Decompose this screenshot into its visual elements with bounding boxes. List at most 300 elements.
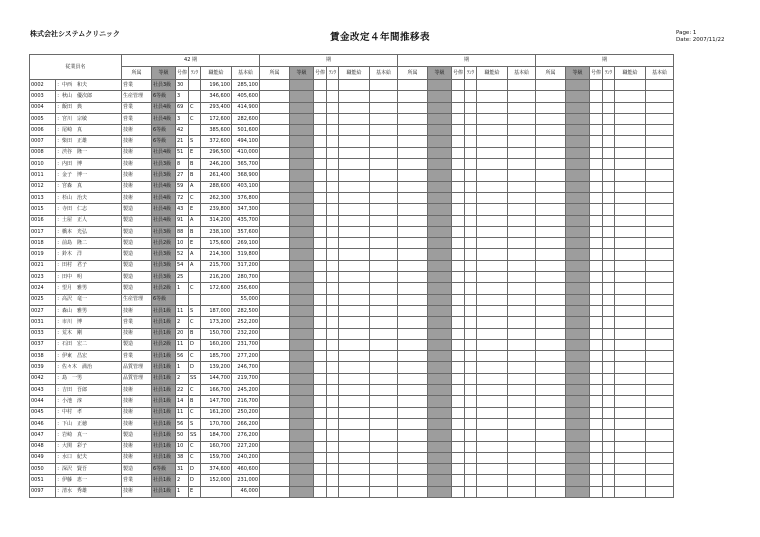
employee-name: ：秋山 優次郎	[56, 91, 122, 102]
empty-cell	[590, 418, 603, 429]
grade-cell: 社員4級	[152, 181, 176, 192]
empty-cell	[477, 351, 508, 362]
empty-cell	[477, 181, 508, 192]
empty-cell	[536, 305, 566, 316]
empty-cell	[260, 486, 290, 497]
empty-cell	[536, 181, 566, 192]
empty-cell	[465, 249, 477, 260]
rank-cell: D	[189, 475, 201, 486]
empty-cell	[452, 283, 465, 294]
empty-cell	[615, 204, 646, 215]
step-cell: 31	[176, 464, 189, 475]
empty-cell	[370, 339, 398, 350]
empty-cell	[508, 351, 536, 362]
empty-cell	[327, 260, 339, 271]
empty-cell	[508, 238, 536, 249]
grade-cell: 社員1級	[152, 418, 176, 429]
empty-cell	[339, 260, 370, 271]
empty-cell	[536, 430, 566, 441]
empty-cell	[428, 192, 452, 203]
skill-pay-cell: 147,700	[201, 396, 232, 407]
table-row	[30, 91, 674, 102]
empty-cell	[260, 102, 290, 113]
empty-cell	[477, 192, 508, 203]
empty-cell	[465, 418, 477, 429]
dept-cell: 営業	[122, 80, 152, 91]
empty-cell	[477, 283, 508, 294]
employee-name: ：岩崎 真一	[56, 430, 122, 441]
employee-code: 0008	[30, 147, 56, 158]
empty-cell	[508, 464, 536, 475]
empty-cell	[508, 102, 536, 113]
table-row	[30, 136, 674, 147]
step-cell: 11	[176, 407, 189, 418]
empty-cell	[290, 215, 314, 226]
table-row	[30, 373, 674, 384]
empty-cell	[615, 170, 646, 181]
empty-cell	[536, 418, 566, 429]
base-pay-cell: 282,600	[232, 113, 260, 124]
empty-cell	[339, 305, 370, 316]
empty-cell	[339, 226, 370, 237]
step-cell: 52	[176, 249, 189, 260]
rank-cell: C	[189, 351, 201, 362]
empty-cell	[327, 452, 339, 463]
empty-cell	[477, 441, 508, 452]
empty-cell	[465, 159, 477, 170]
empty-cell	[290, 170, 314, 181]
empty-cell	[370, 373, 398, 384]
table-row	[30, 260, 674, 271]
step-cell: 2	[176, 317, 189, 328]
empty-cell	[428, 362, 452, 373]
empty-cell	[646, 192, 674, 203]
skill-pay-cell: 172,600	[201, 283, 232, 294]
empty-cell	[646, 305, 674, 316]
empty-cell	[327, 339, 339, 350]
empty-cell	[508, 441, 536, 452]
column-header: 職能給	[201, 67, 232, 80]
empty-cell	[477, 170, 508, 181]
empty-cell	[398, 147, 428, 158]
empty-cell	[260, 362, 290, 373]
empty-cell	[339, 396, 370, 407]
table-row	[30, 102, 674, 113]
empty-cell	[327, 475, 339, 486]
empty-cell	[428, 249, 452, 260]
empty-cell	[536, 238, 566, 249]
empty-cell	[327, 249, 339, 260]
rank-cell: C	[189, 385, 201, 396]
empty-cell	[566, 226, 590, 237]
empty-cell	[603, 272, 615, 283]
grade-cell: 社員1級	[152, 430, 176, 441]
empty-cell	[290, 396, 314, 407]
table-row	[30, 272, 674, 283]
empty-cell	[477, 102, 508, 113]
rank-cell	[189, 294, 201, 305]
table-row	[30, 452, 674, 463]
empty-cell	[477, 159, 508, 170]
skill-pay-cell: 214,300	[201, 249, 232, 260]
base-pay-cell: 494,100	[232, 136, 260, 147]
empty-cell	[508, 396, 536, 407]
empty-cell	[590, 226, 603, 237]
empty-cell	[314, 147, 327, 158]
empty-cell	[398, 362, 428, 373]
empty-cell	[428, 328, 452, 339]
empty-cell	[536, 113, 566, 124]
empty-cell	[590, 260, 603, 271]
employee-name: ：前島 隆二	[56, 238, 122, 249]
empty-cell	[290, 373, 314, 384]
empty-cell	[590, 113, 603, 124]
empty-cell	[566, 283, 590, 294]
empty-cell	[646, 418, 674, 429]
empty-cell	[398, 407, 428, 418]
empty-cell	[370, 464, 398, 475]
employee-name: ：中村 孝	[56, 407, 122, 418]
grade-cell: 社員1級	[152, 396, 176, 407]
rank-cell: S	[189, 305, 201, 316]
empty-cell	[566, 452, 590, 463]
base-pay-cell: 276,200	[232, 430, 260, 441]
empty-cell	[465, 407, 477, 418]
empty-cell	[327, 441, 339, 452]
empty-cell	[428, 147, 452, 158]
empty-cell	[260, 452, 290, 463]
empty-cell	[646, 385, 674, 396]
empty-cell	[590, 102, 603, 113]
empty-cell	[327, 328, 339, 339]
empty-cell	[536, 125, 566, 136]
empty-cell	[452, 441, 465, 452]
empty-cell	[314, 283, 327, 294]
empty-cell	[615, 260, 646, 271]
column-header: ﾗﾝｸ	[327, 67, 339, 80]
empty-cell	[260, 430, 290, 441]
empty-cell	[327, 464, 339, 475]
empty-cell	[398, 272, 428, 283]
skill-pay-cell: 166,700	[201, 385, 232, 396]
empty-cell	[536, 204, 566, 215]
empty-cell	[260, 305, 290, 316]
empty-cell	[370, 102, 398, 113]
empty-cell	[452, 475, 465, 486]
skill-pay-cell: 262,300	[201, 192, 232, 203]
empty-cell	[339, 294, 370, 305]
base-pay-cell: 405,600	[232, 91, 260, 102]
empty-cell	[290, 407, 314, 418]
empty-cell	[603, 91, 615, 102]
step-cell: 42	[176, 125, 189, 136]
empty-cell	[590, 317, 603, 328]
empty-cell	[339, 328, 370, 339]
empty-cell	[290, 226, 314, 237]
empty-cell	[603, 452, 615, 463]
empty-cell	[428, 283, 452, 294]
empty-cell	[398, 452, 428, 463]
empty-cell	[339, 486, 370, 497]
empty-cell	[566, 305, 590, 316]
empty-cell	[452, 373, 465, 384]
rank-cell: B	[189, 396, 201, 407]
empty-cell	[370, 249, 398, 260]
rank-cell: A	[189, 260, 201, 271]
empty-cell	[370, 430, 398, 441]
empty-cell	[603, 373, 615, 384]
grade-cell: 社員1級	[152, 305, 176, 316]
empty-cell	[260, 113, 290, 124]
empty-cell	[646, 215, 674, 226]
grade-cell: 社員1級	[152, 385, 176, 396]
skill-pay-cell: 346,600	[201, 91, 232, 102]
empty-cell	[398, 396, 428, 407]
empty-cell	[477, 407, 508, 418]
empty-cell	[398, 125, 428, 136]
empty-cell	[646, 475, 674, 486]
step-cell: 22	[176, 385, 189, 396]
empty-cell	[615, 80, 646, 91]
employee-code: 0051	[30, 475, 56, 486]
employee-name: ：寺田 仁志	[56, 204, 122, 215]
empty-cell	[339, 147, 370, 158]
empty-cell	[508, 452, 536, 463]
step-cell: 10	[176, 441, 189, 452]
empty-cell	[290, 362, 314, 373]
empty-cell	[398, 385, 428, 396]
empty-cell	[327, 192, 339, 203]
employee-name: ：望月 雅男	[56, 283, 122, 294]
empty-cell	[314, 272, 327, 283]
skill-pay-cell: 372,600	[201, 136, 232, 147]
empty-cell	[327, 486, 339, 497]
empty-cell	[260, 181, 290, 192]
step-cell: 50	[176, 430, 189, 441]
empty-cell	[428, 418, 452, 429]
step-cell: 10	[176, 238, 189, 249]
skill-pay-cell: 150,700	[201, 328, 232, 339]
employee-code: 0012	[30, 181, 56, 192]
empty-cell	[603, 125, 615, 136]
empty-cell	[327, 80, 339, 91]
empty-cell	[398, 317, 428, 328]
table-row	[30, 147, 674, 158]
empty-cell	[465, 317, 477, 328]
empty-cell	[508, 373, 536, 384]
dept-cell: 生産管理	[122, 91, 152, 102]
empty-cell	[465, 294, 477, 305]
empty-cell	[327, 181, 339, 192]
empty-cell	[536, 385, 566, 396]
empty-cell	[465, 80, 477, 91]
empty-cell	[615, 464, 646, 475]
empty-cell	[536, 407, 566, 418]
empty-cell	[566, 249, 590, 260]
step-cell: 54	[176, 260, 189, 271]
empty-cell	[327, 305, 339, 316]
empty-cell	[566, 181, 590, 192]
employee-code: 0017	[30, 226, 56, 237]
empty-cell	[260, 136, 290, 147]
table-row	[30, 249, 674, 260]
empty-cell	[566, 351, 590, 362]
empty-cell	[260, 351, 290, 362]
grade-cell: 社員1級	[152, 373, 176, 384]
empty-cell	[615, 351, 646, 362]
table-row	[30, 238, 674, 249]
empty-cell	[314, 339, 327, 350]
empty-cell	[536, 215, 566, 226]
empty-cell	[398, 486, 428, 497]
dept-cell: 技術	[122, 407, 152, 418]
empty-cell	[452, 407, 465, 418]
empty-cell	[339, 464, 370, 475]
skill-pay-cell: 261,400	[201, 170, 232, 181]
empty-cell	[590, 396, 603, 407]
empty-cell	[590, 486, 603, 497]
skill-pay-cell: 187,000	[201, 305, 232, 316]
empty-cell	[615, 102, 646, 113]
table-row	[30, 385, 674, 396]
empty-cell	[398, 102, 428, 113]
empty-cell	[465, 464, 477, 475]
empty-cell	[452, 328, 465, 339]
empty-cell	[566, 385, 590, 396]
employee-code: 0033	[30, 328, 56, 339]
table-row	[30, 430, 674, 441]
empty-cell	[290, 192, 314, 203]
employee-code: 0047	[30, 430, 56, 441]
empty-cell	[339, 351, 370, 362]
table-row	[30, 407, 674, 418]
empty-cell	[290, 430, 314, 441]
empty-cell	[508, 407, 536, 418]
employee-name: ：伊藤 恵一	[56, 475, 122, 486]
empty-cell	[428, 317, 452, 328]
empty-cell	[646, 125, 674, 136]
empty-cell	[398, 294, 428, 305]
dept-cell: 技術	[122, 181, 152, 192]
grade-cell: 社員4級	[152, 102, 176, 113]
empty-cell	[290, 136, 314, 147]
dept-cell: 製造	[122, 238, 152, 249]
employee-code: 0042	[30, 373, 56, 384]
empty-cell	[646, 80, 674, 91]
empty-cell	[603, 80, 615, 91]
empty-cell	[314, 351, 327, 362]
empty-cell	[327, 136, 339, 147]
empty-cell	[590, 238, 603, 249]
empty-cell	[603, 113, 615, 124]
empty-cell	[590, 441, 603, 452]
grade-cell: 社員2級	[152, 283, 176, 294]
empty-cell	[260, 396, 290, 407]
empty-cell	[370, 204, 398, 215]
employee-name: ：渋谷 隆一	[56, 147, 122, 158]
rank-cell: D	[189, 362, 201, 373]
grade-cell: 6等級	[152, 136, 176, 147]
empty-cell	[508, 136, 536, 147]
empty-cell	[290, 113, 314, 124]
dept-cell: 製造	[122, 215, 152, 226]
empty-cell	[590, 283, 603, 294]
grade-cell: 社員1級	[152, 475, 176, 486]
empty-cell	[260, 226, 290, 237]
step-cell: 56	[176, 418, 189, 429]
empty-cell	[603, 407, 615, 418]
empty-cell	[370, 272, 398, 283]
empty-cell	[465, 362, 477, 373]
empty-cell	[646, 294, 674, 305]
empty-cell	[508, 418, 536, 429]
grade-cell: 社員4級	[152, 192, 176, 203]
dept-cell: 技術	[122, 136, 152, 147]
column-header: 基本給	[646, 67, 674, 80]
empty-cell	[477, 260, 508, 271]
column-header: 基本給	[370, 67, 398, 80]
empty-cell	[477, 272, 508, 283]
base-pay-cell: 282,500	[232, 305, 260, 316]
empty-cell	[566, 80, 590, 91]
rank-cell: C	[189, 192, 201, 203]
empty-cell	[452, 396, 465, 407]
empty-cell	[465, 204, 477, 215]
empty-cell	[370, 80, 398, 91]
empty-cell	[508, 339, 536, 350]
dept-cell: 営業	[122, 475, 152, 486]
empty-cell	[370, 328, 398, 339]
rank-cell: A	[189, 215, 201, 226]
grade-cell: 社員4級	[152, 204, 176, 215]
empty-cell	[477, 385, 508, 396]
employee-code: 0004	[30, 102, 56, 113]
empty-cell	[314, 362, 327, 373]
empty-cell	[477, 464, 508, 475]
empty-cell	[566, 430, 590, 441]
empty-cell	[477, 238, 508, 249]
empty-cell	[508, 272, 536, 283]
empty-cell	[428, 125, 452, 136]
empty-cell	[398, 204, 428, 215]
empty-cell	[428, 385, 452, 396]
empty-cell	[477, 452, 508, 463]
rank-cell: SS	[189, 430, 201, 441]
empty-cell	[314, 192, 327, 203]
empty-cell	[646, 464, 674, 475]
empty-cell	[370, 452, 398, 463]
empty-cell	[465, 91, 477, 102]
empty-cell	[327, 362, 339, 373]
base-pay-cell: 280,700	[232, 272, 260, 283]
skill-pay-cell: 296,500	[201, 147, 232, 158]
empty-cell	[465, 260, 477, 271]
empty-cell	[339, 385, 370, 396]
empty-cell	[646, 260, 674, 271]
employee-name: ：大関 彩子	[56, 441, 122, 452]
empty-cell	[477, 204, 508, 215]
employee-name: ：金子 博一	[56, 170, 122, 181]
empty-cell	[536, 294, 566, 305]
empty-cell	[290, 125, 314, 136]
dept-cell: 製造	[122, 226, 152, 237]
empty-cell	[508, 147, 536, 158]
employee-code: 0097	[30, 486, 56, 497]
empty-cell	[603, 283, 615, 294]
table-row	[30, 362, 674, 373]
step-cell: 3	[176, 113, 189, 124]
empty-cell	[590, 294, 603, 305]
